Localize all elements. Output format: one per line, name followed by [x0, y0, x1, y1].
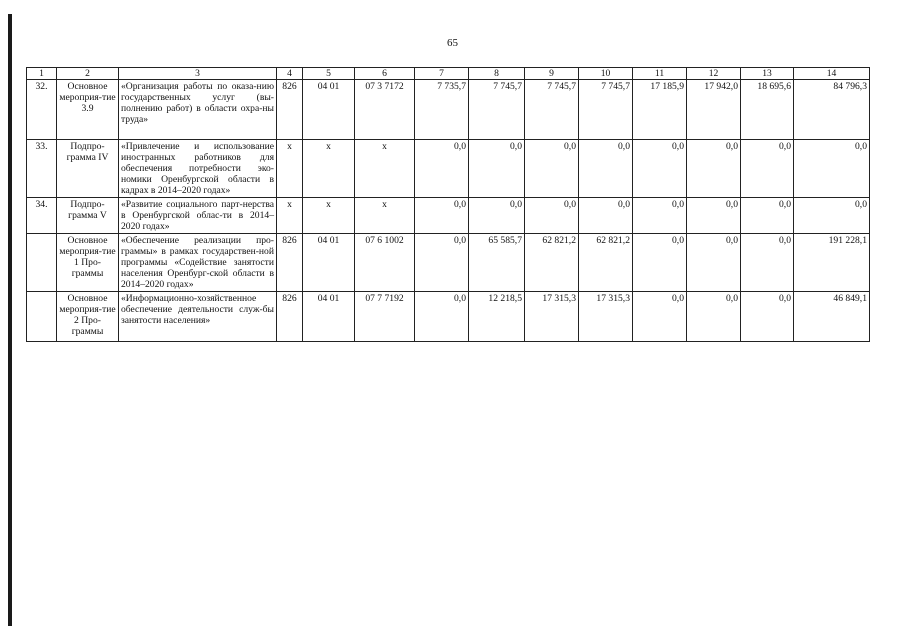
- row-value-2020: 0,0: [741, 292, 794, 342]
- row-total: 46 849,1: [794, 292, 870, 342]
- row-rzpr: 04 01: [303, 292, 355, 342]
- column-number: 5: [303, 68, 355, 80]
- row-grbs: 826: [277, 234, 303, 292]
- row-status: Подпро-грамма IV: [57, 140, 119, 198]
- row-number: 32.: [27, 80, 57, 140]
- row-value-2019: 17 942,0: [687, 80, 741, 140]
- row-value-2016: 0,0: [525, 198, 579, 234]
- row-status: Основное мероприя-тие 2 Про-граммы: [57, 292, 119, 342]
- row-status: Основное мероприя-тие 3.9: [57, 80, 119, 140]
- row-total: 191 228,1: [794, 234, 870, 292]
- column-number: 1: [27, 68, 57, 80]
- row-value-2016: 7 745,7: [525, 80, 579, 140]
- column-number: 8: [469, 68, 525, 80]
- row-number: 33.: [27, 140, 57, 198]
- row-value-2016: 0,0: [525, 140, 579, 198]
- row-value-2020: 0,0: [741, 198, 794, 234]
- table-row: [27, 80, 870, 140]
- row-value-2017: 0,0: [579, 198, 633, 234]
- row-number: [27, 234, 57, 292]
- column-number: 7: [415, 68, 469, 80]
- row-value-2017: 62 821,2: [579, 234, 633, 292]
- row-value-2014: 0,0: [415, 292, 469, 342]
- row-value-2019: 0,0: [687, 198, 741, 234]
- row-rzpr: 04 01: [303, 80, 355, 140]
- row-number: [27, 292, 57, 342]
- row-csr: 07 3 7172: [355, 80, 415, 140]
- table-row: [27, 140, 870, 198]
- row-value-2019: 0,0: [687, 292, 741, 342]
- page-number: 65: [447, 37, 458, 49]
- row-value-2019: 0,0: [687, 140, 741, 198]
- row-value-2019: 0,0: [687, 234, 741, 292]
- row-value-2014: 0,0: [415, 140, 469, 198]
- table-row: [27, 198, 870, 234]
- row-description: «Организация работы по оказа-нию государственных услуг (вы-полнению работ) в области охра-ны труда»: [119, 80, 277, 140]
- row-value-2014: 0,0: [415, 198, 469, 234]
- table-row: [27, 292, 870, 342]
- row-value-2020: 18 695,6: [741, 80, 794, 140]
- budget-table: [26, 67, 870, 342]
- row-grbs: 826: [277, 292, 303, 342]
- column-number: 13: [741, 68, 794, 80]
- row-total: 84 796,3: [794, 80, 870, 140]
- column-number: 14: [794, 68, 870, 80]
- column-number: 10: [579, 68, 633, 80]
- row-value-2015: 0,0: [469, 140, 525, 198]
- column-number: 6: [355, 68, 415, 80]
- row-rzpr: 04 01: [303, 234, 355, 292]
- column-number: 12: [687, 68, 741, 80]
- row-grbs: х: [277, 198, 303, 234]
- row-status: Подпро-грамма V: [57, 198, 119, 234]
- row-total: 0,0: [794, 198, 870, 234]
- row-value-2015: 12 218,5: [469, 292, 525, 342]
- row-csr: х: [355, 198, 415, 234]
- row-value-2016: 17 315,3: [525, 292, 579, 342]
- row-value-2016: 62 821,2: [525, 234, 579, 292]
- row-value-2020: 0,0: [741, 140, 794, 198]
- row-value-2020: 0,0: [741, 234, 794, 292]
- column-number: 3: [119, 68, 277, 80]
- row-value-2018: 0,0: [633, 292, 687, 342]
- row-csr: х: [355, 140, 415, 198]
- row-number: 34.: [27, 198, 57, 234]
- row-rzpr: х: [303, 140, 355, 198]
- row-value-2018: 0,0: [633, 234, 687, 292]
- column-number: 4: [277, 68, 303, 80]
- row-description: «Привлечение и использование иностранных работников для обеспечения потребности эко-номики Оренбургской области в кадрах в 2014–2020 годах»: [119, 140, 277, 198]
- row-value-2017: 7 745,7: [579, 80, 633, 140]
- row-value-2017: 0,0: [579, 140, 633, 198]
- row-rzpr: х: [303, 198, 355, 234]
- row-description: «Информационно-хозяйственное обеспечение деятельности служ-бы занятости населения»: [119, 292, 277, 342]
- row-value-2018: 0,0: [633, 198, 687, 234]
- row-value-2018: 0,0: [633, 140, 687, 198]
- column-number: 9: [525, 68, 579, 80]
- row-description: «Обеспечение реализации про-граммы» в рамках государствен-ной программы «Содействие занятости населения Оренбург-ской области в 2014–2020 годах»: [119, 234, 277, 292]
- column-number-row: [27, 68, 870, 80]
- row-value-2015: 65 585,7: [469, 234, 525, 292]
- binding-line: [8, 14, 12, 626]
- column-number: 2: [57, 68, 119, 80]
- row-value-2015: 7 745,7: [469, 80, 525, 140]
- row-value-2014: 0,0: [415, 234, 469, 292]
- row-csr: 07 7 7192: [355, 292, 415, 342]
- row-value-2014: 7 735,7: [415, 80, 469, 140]
- row-grbs: х: [277, 140, 303, 198]
- row-value-2017: 17 315,3: [579, 292, 633, 342]
- row-grbs: 826: [277, 80, 303, 140]
- column-number: 11: [633, 68, 687, 80]
- row-value-2015: 0,0: [469, 198, 525, 234]
- row-total: 0,0: [794, 140, 870, 198]
- row-value-2018: 17 185,9: [633, 80, 687, 140]
- row-csr: 07 6 1002: [355, 234, 415, 292]
- table-row: [27, 234, 870, 292]
- row-description: «Развитие социального парт-нерства в Оренбургской облас-ти в 2014–2020 годах»: [119, 198, 277, 234]
- row-status: Основное мероприя-тие 1 Про-граммы: [57, 234, 119, 292]
